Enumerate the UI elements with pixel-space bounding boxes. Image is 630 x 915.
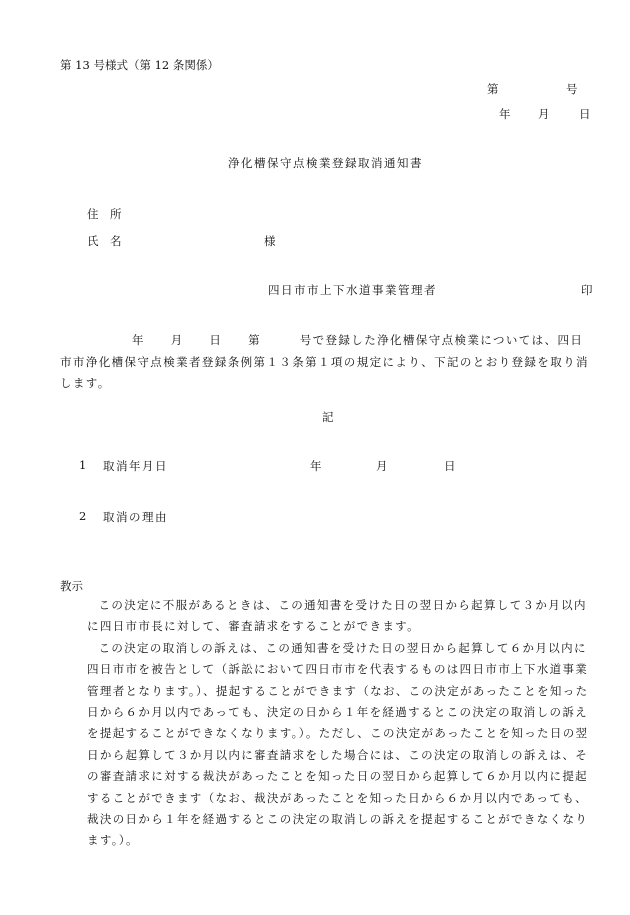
ki-label: 記	[322, 410, 334, 424]
doc-number-prefix: 第	[487, 82, 499, 96]
issuer-name: 四日市市上下水道事業管理者	[268, 283, 437, 297]
item-2-label: 取消の理由	[103, 510, 168, 524]
item-1-label: 取消年月日	[103, 459, 168, 473]
doc-number-suffix: 号	[566, 82, 578, 96]
honorific: 様	[264, 234, 276, 248]
kyoji-body	[87, 595, 593, 852]
kyoji-heading: 教示	[60, 579, 83, 593]
name-label: 氏 名	[87, 234, 122, 248]
item-1-number: 1	[79, 458, 87, 472]
date-month: 月	[538, 107, 550, 121]
kyoji-paragraph-2: この決定の取消しの訴えは、この通知書を受けた日の翌日から起算して６か月以内に四日市市を被告として（訴訟において四日市市を代表するものは四日市市上下水道事業管理者となります。）、提起することができます（なお、この決定があったことを知った日から６か月以内であっても、決定の日から１年を経過するとこの決定の取消しの訴えを提起することができなくなります。）。ただし、この決定があったことを知った日の翌日から起算して３か月以内に審査請求をした場合には、この決定の取消しの訴えは、その審査請求に対する裁決があったことを知った日の翌日から起算して６か月以内に提起することができます（なお、裁決があったことを知った日から６か月以内であっても、裁決の日から１年を経過するとこの決定の取消しの訴えを提起することができなくなります。）。	[87, 640, 589, 848]
seal-mark: 印	[581, 283, 593, 297]
body-text: 年 月 日 第 号で登録した浄化槽保守点検業については、四日市市浄化槽保守点検業者登録条例第１３条第１項の規定により、下記のとおり登録を取り消します。	[60, 333, 589, 390]
kyoji-paragraph-1: この決定に不服があるときは、この通知書を受けた日の翌日から起算して３か月以内に四日市市長に対して、審査請求をすることができます。	[87, 598, 587, 634]
item-1-year: 年	[310, 459, 322, 473]
body-paragraph	[60, 330, 593, 395]
form-label: 第 13 号様式（第 12 条関係）	[60, 58, 219, 72]
date-day: 日	[579, 107, 591, 121]
date-year: 年	[499, 107, 511, 121]
document-title: 浄化槽保守点検業登録取消通知書	[228, 156, 423, 170]
item-1-day: 日	[444, 459, 456, 473]
address-label: 住 所	[87, 207, 122, 221]
item-1-month: 月	[376, 459, 388, 473]
item-2-number: 2	[79, 509, 87, 523]
